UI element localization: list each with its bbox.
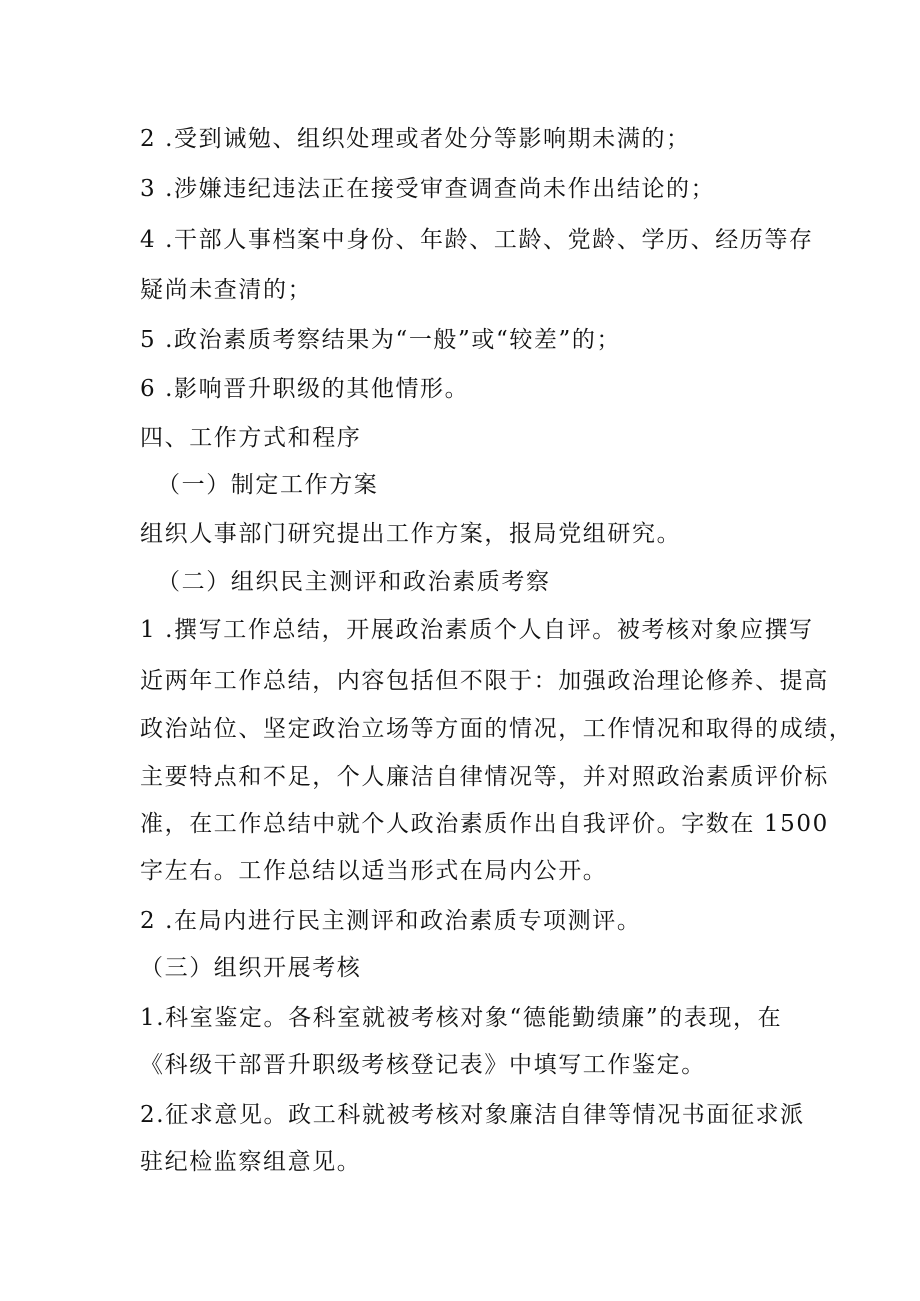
text-line-item-4: 4 .干部人事档案中身份、年龄、工龄、党龄、学历、经历等存: [140, 227, 814, 253]
text-line-summary-5: 准，在工作总结中就个人政治素质作出自我评价。字数在 1500: [140, 811, 829, 837]
text-line-appraisal-2: 《科级干部晋升职级考核登记表》中填写工作鉴定。: [140, 1052, 706, 1078]
text-line-summary-4: 主要特点和不足，个人廉洁自律情况等，并对照政治素质评价标: [140, 764, 829, 790]
subsection-heading-2: （二）组织民主测评和政治素质考察: [157, 569, 551, 595]
text-line-item-2: 2 .受到诫勉、组织处理或者处分等影响期未满的；: [140, 126, 691, 152]
text-line-evaluation: 2 .在局内进行民主测评和政治素质专项测评。: [140, 908, 642, 934]
text-line-summary-3: 政治站位、坚定政治立场等方面的情况，工作情况和取得的成绩，: [140, 716, 854, 742]
text-line-summary-1: 1 .撰写工作总结，开展政治素质个人自评。被考核对象应撰写: [140, 617, 814, 643]
section-heading-4: 四、工作方式和程序: [140, 425, 362, 451]
text-line-opinion-2: 驻纪检监察组意见。: [140, 1149, 362, 1175]
text-line-summary-2: 近两年工作总结，内容包括但不限于：加强政治理论修养、提高: [140, 668, 829, 694]
subsection-heading-3: （三）组织开展考核: [140, 955, 362, 981]
text-line-plan: 组织人事部门研究提出工作方案，报局党组研究。: [140, 521, 682, 547]
text-line-opinion-1: 2.征求意见。政工科就被考核对象廉洁自律等情况书面征求派: [140, 1102, 805, 1128]
text-line-item-5: 5 .政治素质考察结果为“一般”或“较差”的；: [140, 327, 622, 353]
text-line-appraisal-1: 1.科室鉴定。各科室就被考核对象“德能勤绩廉”的表现，在: [140, 1005, 783, 1031]
text-line-item-6: 6 .影响晋升职级的其他情形。: [140, 376, 470, 402]
text-line-item-3: 3 .涉嫌违纪违法正在接受审查调查尚未作出结论的；: [140, 176, 716, 202]
text-line-summary-6: 字左右。工作总结以适当形式在局内公开。: [140, 858, 608, 884]
subsection-heading-1: （一）制定工作方案: [157, 472, 379, 498]
text-line-item-4-cont: 疑尚未查清的；: [140, 277, 313, 303]
